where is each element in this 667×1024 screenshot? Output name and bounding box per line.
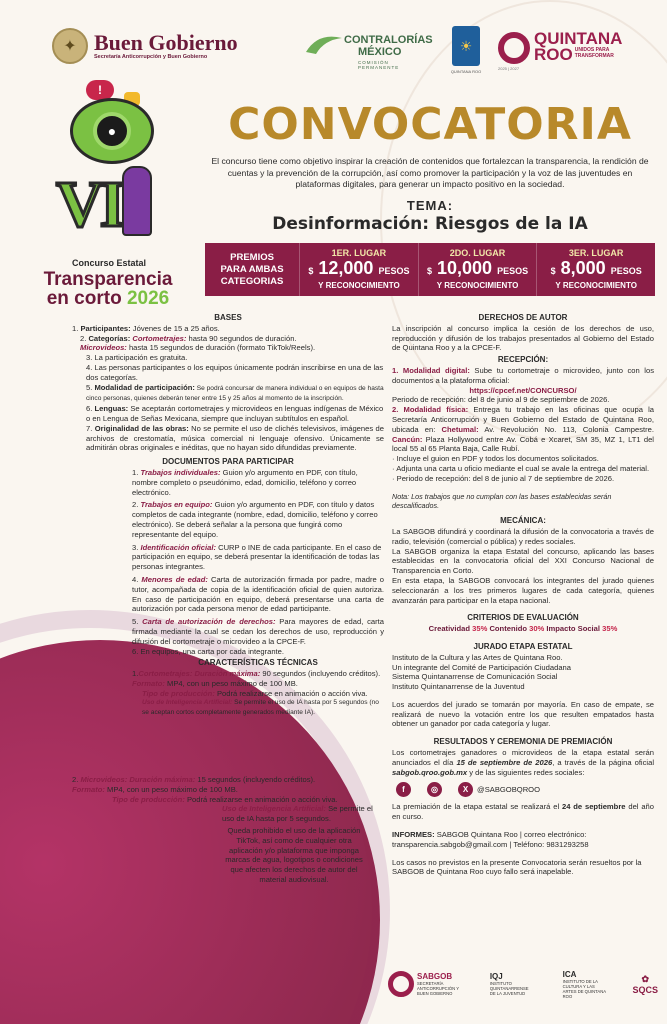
jurado-4: Instituto Quintanarrense de la Juventud — [392, 682, 525, 692]
bases-title: BASES — [214, 313, 242, 322]
qroo-line2: ROO — [534, 45, 573, 64]
prizes-heading: PREMIOS PARA AMBAS CATEGORIAS — [220, 251, 284, 287]
tema-label: TEMA: — [406, 198, 454, 213]
quintana-roo-logo — [498, 30, 622, 65]
tech-short-films-ai: Uso de Inteligencia Artificial: Se permite el uso de IA hasta por 5 segundos (no se aceptan cortos completamente generados mediante IA). — [142, 699, 379, 717]
social-links — [392, 782, 654, 797]
sqcs-mark-icon: ✿ — [641, 973, 650, 984]
bases-languages: 6. Lenguas: Se aceptarán cortometrajes y microvideos en lenguas indígenas de México o en Lengua de Señas Mexicana, siempre que incluyan subtítulos en español. — [86, 404, 384, 423]
premiacion-text: La premiación de la etapa estatal se realizará el 24 de septiembre del año en curso. — [392, 802, 654, 822]
informes-text: INFORMES: SABGOB Quintana Roo | correo electrónico: transparencia.sabgob@gmail.com | Teléfono: 9831293258 — [392, 830, 589, 849]
resultados-title: RESULTADOS Y CEREMONIA DE PREMIACIÓN — [433, 737, 613, 747]
buen-gobierno-logo — [52, 28, 238, 64]
sabgob-q-icon — [388, 971, 414, 997]
speech-bubble-icon: ! — [86, 80, 114, 100]
buen-gobierno-subtitle: Secretaría Anticorrupción y Buen Gobierno — [94, 54, 208, 60]
reception-bullet-2: · Adjunta una carta u oficio mediante el cual se avale la entrega del material. — [392, 463, 650, 473]
docs-team: 2. Trabajos en equipo: Guion y/o argumento en PDF, con título y datos completos de cada integrante (nombre, edad, domicilio, teléfono y correo electrónico). Se deberá señalar a la persona que fungirá como representante del equipo. — [132, 500, 378, 539]
social-handle[interactable]: @SABGOBQROO — [477, 785, 540, 795]
docs-title: DOCUMENTOS PARA PARTICIPAR — [162, 457, 294, 467]
header-logos — [0, 22, 667, 80]
sqcs-logo: ✿ SQCS — [632, 973, 658, 995]
reception-title: RECEPCIÓN: — [497, 355, 549, 365]
state-seal-icon: ☀ QUINTANA ROO — [452, 26, 480, 66]
sabgob-logo: SABGOB SECRETARÍA ANTICORRUPCIÓN Y BUEN GOBIERNO — [388, 971, 461, 997]
tech-microvideos: 2. Microvideos: Duración máxima: 15 segundos (incluyendo créditos). — [72, 775, 316, 784]
criterios-title: CRITERIOS DE EVALUACIÓN — [467, 613, 579, 623]
buen-gobierno-title: Buen Gobierno — [94, 30, 238, 55]
mecanica-title: MECÁNICA: — [500, 516, 546, 526]
state-seal-label: QUINTANA ROO — [450, 69, 482, 74]
reception-note: Nota: Los trabajos que no cumplan con las bases establecidas serán descalificados. — [392, 491, 612, 511]
reception-bullet-3: · Periodo de recepción: del 8 de junio al 7 de septiembre de 2026. — [392, 473, 615, 483]
reception-bullet-1: · Incluye el guion en PDF y todos los documentos solicitados. — [392, 454, 599, 464]
qroo-sub: UNIDOS PARA TRANSFORMAR — [574, 47, 614, 59]
jurado-5: Los acuerdos del jurado se tomarán por mayoría. En caso de empate, se realizará de nuevo la votación entre los que resulten empatados hasta obtener un ganador por cada categoría y lugar. — [392, 699, 654, 729]
mecanica-3: En esta etapa, la SABGOB convocará los integrantes del jurado quienes seleccionarán a los tres primeros lugares de cada categoría, quienes avanzarán para participar en la etapa nacional. — [392, 575, 654, 605]
page-title: CONVOCATORIA — [228, 99, 632, 150]
quintana-roo-q-icon — [498, 32, 530, 64]
rights-text: La inscripción al concurso implica la cesión de los derechos de uso, reproducción y difusión de los trabajos presentados al Gobierno del Estado de Quintana Roo y a la CPCE-F. — [392, 323, 654, 353]
x-icon[interactable]: X — [458, 782, 473, 797]
qroo-years: 2025 | 2027 — [498, 66, 520, 71]
left-column-bottom — [72, 775, 384, 885]
facebook-icon[interactable]: f — [396, 782, 411, 797]
resultados-text: Los cortometrajes ganadores o microvideos de la etapa estatal serán anunciados el día 15 de septiembre de 2026, a través de la página oficial sabgob.qroo.gob.mx y de las siguientes redes sociales: — [392, 748, 655, 777]
docs-individual: 1. Trabajos individuales: Guion y/o argumento en PDF, con título, nombre completo o pseudónimo, edad, domicilio, teléfono y correo electrónico. — [132, 467, 358, 497]
rights-title: DERECHOS DE AUTOR — [478, 313, 568, 322]
bases-one-category: 4. Las personas participantes o los equipos únicamente podrán inscribirse en una de las dos categorías. — [86, 362, 384, 382]
contralorias-line2: MÉXICO — [358, 46, 402, 58]
docs-minors: 4. Menores de edad: Carta de autorización firmada por padre, madre o tutor, acompañada de copia de la identificación oficial de quien autoriza. En caso de participación en equipo, deberá presentarse una carta de autorización por cada persona menor de edad participante. — [132, 574, 384, 614]
contralorias-swoosh-icon — [304, 32, 344, 58]
left-column — [72, 311, 384, 718]
jurado-title: JURADO ETAPA ESTATAL — [473, 641, 573, 651]
tech-short-films-type: Tipo de producción: Podrá realizarse en animación o acción viva. — [142, 688, 368, 698]
docs-team-letter: 6. En equipos, una carta por cada integrante. — [132, 646, 284, 656]
mecanica-1: La SABGOB difundirá y coordinará la difusión de la convocatoria a través de radio, televisión (comercial o pública) y redes sociales. — [392, 526, 654, 546]
contralorias-sub: COMISIÓN PERMANENTE — [358, 60, 400, 70]
right-column — [392, 311, 654, 877]
tech-title: CARACTERÍSTICAS TÉCNICAS — [198, 658, 318, 668]
contest-line1: Concurso Estatal — [71, 258, 147, 268]
jurado-1: Instituto de la Cultura y las Artes de Quintana Roo. — [392, 652, 563, 662]
tema-title: Desinformación: Riesgos de la IA — [272, 214, 588, 234]
intro-text: El concurso tiene como objetivo inspirar la creación de contenidos que fortalezcan la transparencia, la rendición de cuentas y la prevención de la corrupción, así como promover la participación y la voz de las juventudes en plataformas digitales, para generar un impacto positivo en la sociedad. — [211, 156, 649, 189]
reception-physical: 2. Modalidad física: Entrega tu trabajo en las oficinas que ocupa la Secretaría Anticorrupción y Buen Gobierno del Estado de Quintana Roo, ubicada en: Chetumal: Av. Revolución No. 113, Colonia Campestre. Cancún: Plaza Hollywood entre Av. Cobá e Xcaret, SM 35, MZ 1, LT1 del local 55 al 65 Planta Baja, Calle Rubí. — [392, 405, 655, 454]
prize-second: 2DO. LUGAR $ 10,000 PESOS Y RECONOCIMIENTO — [418, 243, 537, 296]
jurado-3: Sistema Quintanarrense de Comunicación Social — [392, 672, 558, 682]
tech-microvideos-ai: Uso de Inteligencia Artificial: Se permite el uso de IA hasta por 5 segundos. — [222, 804, 373, 824]
closing-text: Los casos no previstos en la presente Convocatoria serán resueltos por la SABGOB de Quintana Roo cuyo fallo será inapelable. — [392, 857, 642, 877]
contest-line2: Transparencia — [43, 269, 173, 290]
reception-url[interactable]: https://cpcef.net/CONCURSO/ — [469, 385, 577, 395]
iqj-logo: IQJ INSTITUTO QUINTANARRENSE DE LA JUVENTUD — [489, 972, 529, 996]
eagle-seal-icon: ✦ — [52, 28, 88, 64]
reception-digital-period: Periodo de recepción: del 8 de junio al 9 de septiembre de 2026. — [392, 395, 610, 405]
footer-logos — [388, 958, 658, 1010]
ica-logo: ICA INSTITUTO DE LA CULTURA Y LAS ARTES DE QUINTANA ROO — [562, 969, 606, 999]
instagram-icon[interactable]: ◎ — [427, 782, 442, 797]
contest-line3: en corto 2026 — [46, 288, 170, 309]
contest-logo — [26, 80, 186, 310]
tech-microvideos-type: Tipo de producción: Podrá realizarse en animación o acción viva. — [112, 794, 338, 804]
bases-originality: 7. Originalidad de las obras: No se permite el uso de clichés televisivos, imágenes de archivos de crestomatía, música comercial ni lenguaje ofensivo. Únicamente se admitirán obras originales e inéditas, que no hayan sido difundidas previamente. — [86, 423, 384, 453]
bases-categories: 2. Categorías: Cortometrajes: hasta 90 segundos de duración. Microvideos: hasta 15 segundos de duración (formato TikTok/Reels). — [80, 333, 316, 353]
bases-modality: 5. Modalidad de participación: Se podrá concursar de manera individual o en equipos de hasta cinco personas, quienes deberán tener entre 15 y 25 años al momento de la inscripción. — [86, 382, 384, 403]
tech-tiktok-prohibited: Queda prohibido el uso de la aplicación TikTok, así como de cualquier otra aplicación y/o plataforma que imponga marcas de agua, logotipos o condiciones que afecten los derechos de autor del material audiovisual. — [225, 825, 363, 884]
tech-microvideos-format: Formato: MP4, con un peso máximo de 100 MB. — [72, 784, 238, 794]
prize-first: 1ER. LUGAR $ 12,000 PESOS Y RECONOCIMIENTO — [299, 243, 418, 296]
prize-third: 3ER. LUGAR $ 8,000 PESOS Y RECONOCIMIENTO — [536, 243, 655, 296]
contest-edition: VI — [56, 168, 122, 241]
prizes-banner — [205, 243, 655, 296]
bases-free: 3. La participación es gratuita. — [86, 353, 188, 363]
bases-participants: 1. Participantes: Jóvenes de 15 a 25 años. — [72, 323, 220, 333]
jurado-2: Un integrante del Comité de Participación Ciudadana — [392, 662, 571, 672]
eye-icon: ● — [70, 98, 154, 164]
contralorias-line1: CONTRALORÍAS — [344, 34, 433, 46]
criterios-values: Creatividad 35% Contenido 30% Impacto Social 35% — [428, 624, 618, 634]
reception-digital: 1. Modalidad digital: Sube tu cortometraje o microvideo, junto con los documentos a la plataforma oficial: — [392, 365, 654, 385]
docs-rights-letter: 5. Carta de autorización de derechos: Para mayores de edad, carta firmada mediante la cual se cedan los derechos de uso, reproducción y difusión del cortometraje o microvideo a la CPCE-F. — [132, 617, 384, 646]
mecanica-2: La SABGOB organiza la etapa Estatal del concurso, aplicando las bases establecidas en la convocatoria oficial del XXI Concurso Nacional de Transparencia en Corto. — [392, 546, 654, 576]
character-figure-icon — [122, 166, 152, 236]
docs-id: 3. Identificación oficial: CURP o INE de cada participante. En el caso de participación en equipo, se deberá presentar la identificación de todas las personas integrantes. — [132, 542, 382, 572]
tech-short-films: 1.Cortometrajes: Duración máxima: 90 segundos (incluyendo créditos). Formato: MP4, con un peso máximo de 100 MB. — [132, 669, 381, 688]
qroo-line1: QUINTANA — [534, 29, 623, 48]
